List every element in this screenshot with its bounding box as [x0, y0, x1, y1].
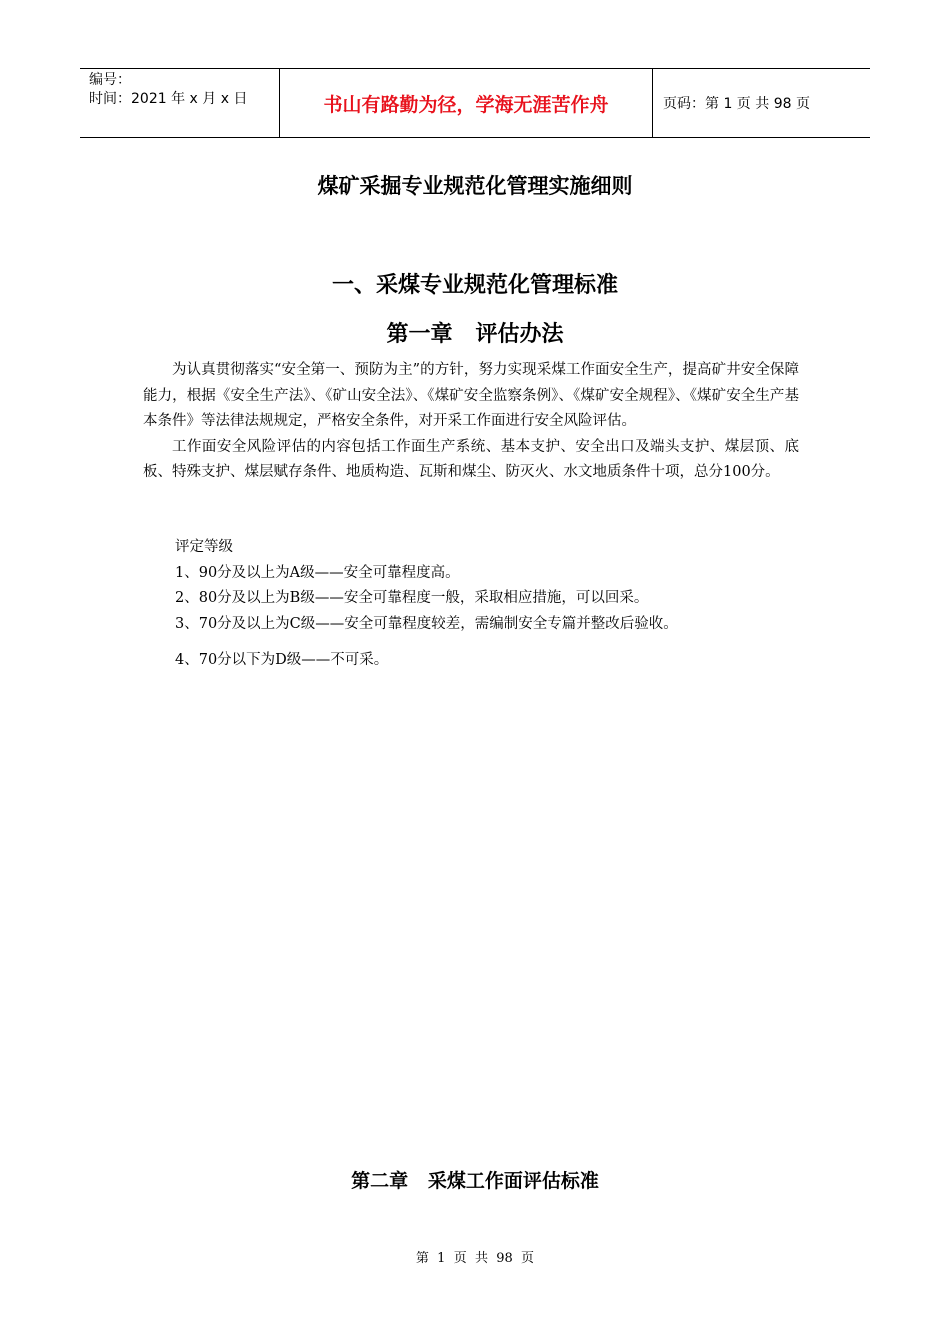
time-label: 时间：2021 年 x 月 x 日	[89, 91, 248, 107]
section-title: 一、采煤专业规范化管理标准	[331, 273, 618, 298]
chapter-2-title: 第二章 采煤工作面评估标准	[351, 1170, 599, 1192]
grading-label: 评定等级	[175, 539, 233, 555]
grade-item: 3、70分及以上为C级——安全可靠程度较差，需编制安全专篇并整改后验收。	[175, 615, 678, 632]
paragraph: 为认真贯彻落实“安全第一、预防为主”的方针，努力实现采煤工作面安全生产，提高矿井安全保障能力，根据《安全生产法》、《矿山安全法》、《煤矿安全监察条例》、《煤矿安全规程》、《煤矿安全生产基本条件》等法律法规规定，严格安全条件，对开采工作面进行安全风险评估。	[143, 362, 799, 429]
number-label: 编号：	[89, 72, 131, 88]
grade-item: 2、80分及以上为B级——安全可靠程度一般，采取相应措施，可以回采。	[175, 590, 649, 606]
header-page-info: 页码：第 1 页 共 98 页	[663, 96, 810, 112]
grade-item-last: 4、70分以下为D级——不可采。	[175, 652, 389, 668]
document-title: 煤矿采掘专业规范化管理实施细则	[317, 174, 633, 198]
page-header	[80, 68, 870, 138]
grade-list	[175, 535, 678, 637]
body-text	[143, 358, 799, 486]
header-meta	[80, 69, 280, 137]
paragraph: 工作面安全风险评估的内容包括工作面生产系统、基本支护、安全出口及端头支护、煤层顶、底板、特殊支护、煤层赋存条件、地质构造、瓦斯和煤尘、防灭火、水文地质条件十项，总分100分。	[143, 438, 799, 480]
header-motto: 书山有路勤为径，学海无涯苦作舟	[280, 69, 653, 137]
grade-item: 1、90分及以上为A级——安全可靠程度高。	[175, 564, 460, 581]
chapter-1-title: 第一章 评估办法	[386, 322, 564, 347]
page-footer: 第 1 页 共 98 页	[415, 1251, 535, 1266]
